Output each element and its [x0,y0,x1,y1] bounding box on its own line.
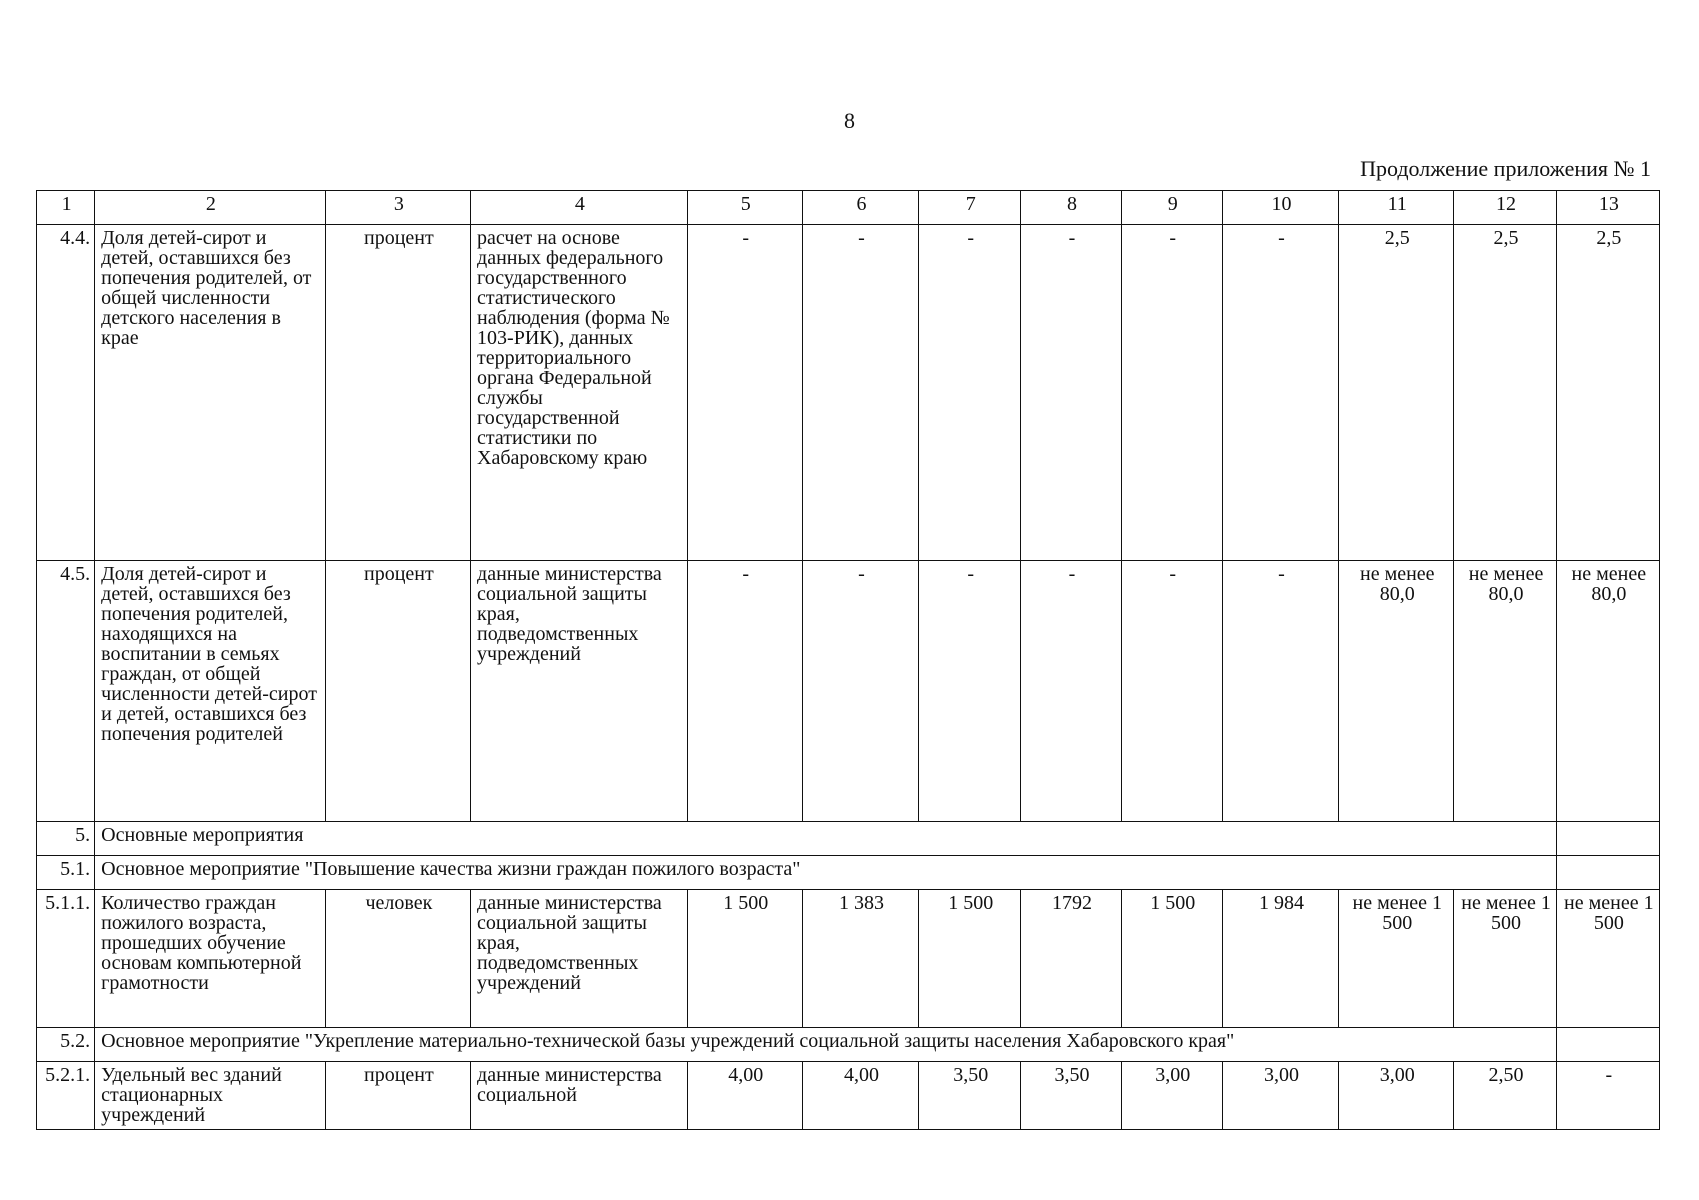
value-cell: 3,50 [919,1062,1021,1130]
value-cell: 3,00 [1222,1062,1338,1130]
row-number: 5.1.1. [37,890,95,1028]
value-cell: - [1021,561,1121,822]
row-number: 5.2.1. [37,1062,95,1130]
data-source: данные министерства социальной защиты края, подведомственных учреждений [471,890,688,1028]
column-header: 9 [1121,191,1222,225]
column-header: 8 [1021,191,1121,225]
value-cell: - [919,225,1021,561]
value-cell: - [687,225,802,561]
value-cell: не менее 1 500 [1454,890,1556,1028]
column-header: 11 [1339,191,1454,225]
empty-cell [1556,822,1659,856]
column-header: 13 [1556,191,1659,225]
value-cell: 3,00 [1339,1062,1454,1130]
value-cell: - [1021,225,1121,561]
unit: человек [325,890,470,1028]
value-cell: 3,50 [1021,1062,1121,1130]
unit: процент [325,561,470,822]
row-number: 5. [37,822,95,856]
indicator-name: Количество граждан пожилого возраста, прошедших обучение основам компьютерной грамотности [95,890,326,1028]
unit: процент [325,1062,470,1130]
column-header: 6 [802,191,918,225]
indicator-name: Удельный вес зданий стационарных учреждений [95,1062,326,1130]
value-cell: - [687,561,802,822]
value-cell: 1 500 [919,890,1021,1028]
column-header: 12 [1454,191,1556,225]
value-cell: 2,5 [1454,225,1556,561]
unit: процент [325,225,470,561]
value-cell: - [802,225,918,561]
value-cell: 4,00 [802,1062,918,1130]
value-cell: - [919,561,1021,822]
data-source: данные министерства социальной [471,1062,688,1130]
value-cell: 3,00 [1121,1062,1222,1130]
row-number: 5.1. [37,856,95,890]
value-cell: не менее 80,0 [1339,561,1454,822]
table-row [37,890,1660,1028]
value-cell: 4,00 [687,1062,802,1130]
value-cell: - [1121,561,1222,822]
value-cell: не менее 80,0 [1454,561,1556,822]
empty-cell [1556,1028,1659,1062]
value-cell: - [802,561,918,822]
value-cell: 1 500 [687,890,802,1028]
value-cell: - [1556,1062,1659,1130]
appendix-continuation-label: Продолжение приложения № 1 [1360,156,1651,181]
value-cell: 1792 [1021,890,1121,1028]
value-cell: - [1121,225,1222,561]
indicator-name: Доля детей-сирот и детей, оставшихся без попечения родителей, находящихся на воспитании в семьях граждан, от общей численности детей-сирот и детей, оставшихся без попечения родителей [95,561,326,822]
section-title: Основные мероприятия [95,822,1557,856]
section-title: Основное мероприятие "Повышение качества жизни граждан пожилого возраста" [95,856,1557,890]
value-cell: - [1222,225,1338,561]
column-header: 1 [37,191,95,225]
empty-cell [1556,856,1659,890]
row-number: 5.2. [37,1028,95,1062]
column-header: 3 [325,191,470,225]
value-cell: не менее 80,0 [1556,561,1659,822]
table-row [37,1062,1660,1130]
row-number: 4.4. [37,225,95,561]
section-row [37,822,1660,856]
value-cell: 1 500 [1121,890,1222,1028]
value-cell: 1 383 [802,890,918,1028]
page-number: 8 [844,108,855,133]
indicators-table [36,190,1660,1130]
section-row [37,856,1660,890]
column-header: 10 [1222,191,1338,225]
data-source: расчет на основе данных федерального государственного статистического наблюдения (форма № 103-РИК), данных территориального органа Федеральной службы государственной статистики по Хабаровскому краю [471,225,688,561]
column-header: 5 [687,191,802,225]
column-number-row [37,191,1660,225]
table-row [37,225,1660,561]
value-cell: 2,5 [1339,225,1454,561]
value-cell: не менее 1 500 [1339,890,1454,1028]
value-cell: не менее 1 500 [1556,890,1659,1028]
section-title: Основное мероприятие "Укрепление материально-технической базы учреждений социальной защиты населения Хабаровского края" [95,1028,1557,1062]
data-source: данные министерства социальной защиты края, подведомственных учреждений [471,561,688,822]
table-row [37,561,1660,822]
column-header: 4 [471,191,688,225]
column-header: 7 [919,191,1021,225]
value-cell: - [1222,561,1338,822]
value-cell: 1 984 [1222,890,1338,1028]
row-number: 4.5. [37,561,95,822]
value-cell: 2,50 [1454,1062,1556,1130]
indicator-name: Доля детей-сирот и детей, оставшихся без попечения родителей, от общей численности детского населения в крае [95,225,326,561]
column-header: 2 [95,191,326,225]
section-row [37,1028,1660,1062]
value-cell: 2,5 [1556,225,1659,561]
